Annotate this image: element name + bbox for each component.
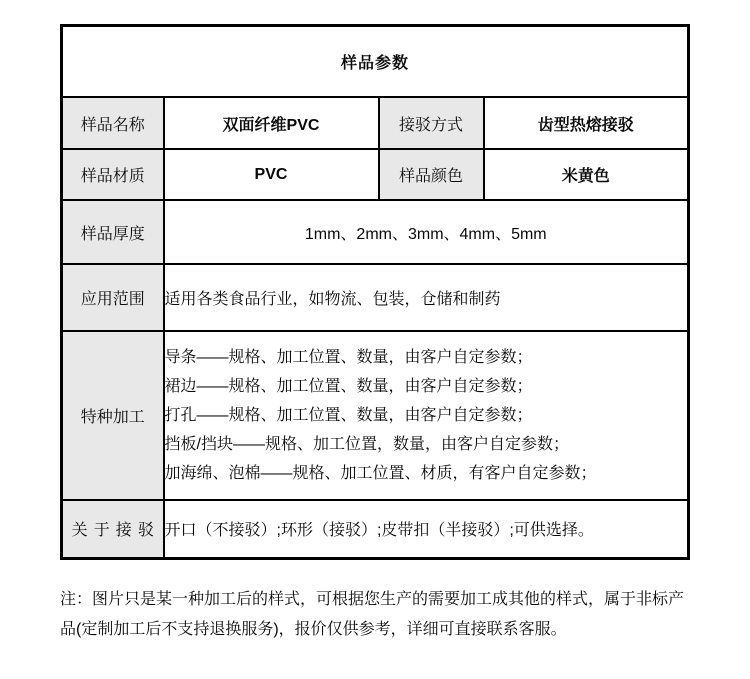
special-processing-lines [164, 331, 689, 500]
footnote-text: 注：图片只是某一种加工后的样式，可根据您生产的需要加工成其他的样式，属于非标产品(定制加工后不支持退换服务)，报价仅供参考，详细可直接联系客服。 [60, 590, 685, 638]
value-thickness: 1mm、2mm、3mm、4mm、5mm [164, 200, 689, 264]
value-application: 适用各类食品行业，如物流、包装，仓储和制药 [164, 264, 689, 331]
special-processing-line: 打孔——规格、加工位置、数量，由客户自定参数； [164, 407, 533, 424]
table-row [62, 97, 689, 149]
special-processing-line: 挡板/挡块——规格、加工位置，数量，由客户自定参数； [164, 436, 569, 453]
table-title-row [62, 26, 689, 98]
table-row [62, 200, 689, 264]
special-processing-line: 加海绵、泡棉——规格、加工位置、材质，有客户自定参数； [164, 465, 597, 482]
special-processing-line: 裙边——规格、加工位置、数量，由客户自定参数； [164, 378, 533, 395]
value-about-joint: 开口（不接驳）;环形（接驳）;皮带扣（半接驳）;可供选择。 [164, 500, 689, 558]
label-thickness: 样品厚度 [62, 200, 164, 264]
special-processing-line: 导条——规格、加工位置、数量，由客户自定参数； [164, 349, 533, 366]
label-color: 样品颜色 [379, 149, 484, 200]
value-material: PVC [164, 149, 379, 200]
table-row [62, 331, 689, 500]
value-color: 米黄色 [484, 149, 689, 200]
label-about-joint: 关于接驳 [62, 500, 164, 558]
label-material: 样品材质 [62, 149, 164, 200]
label-joint-method: 接驳方式 [379, 97, 484, 149]
table-row [62, 500, 689, 558]
value-joint-method: 齿型热熔接驳 [484, 97, 689, 149]
label-sample-name: 样品名称 [62, 97, 164, 149]
value-sample-name: 双面纤维PVC [164, 97, 379, 149]
table-row [62, 264, 689, 331]
table-row [62, 149, 689, 200]
label-special-processing: 特种加工 [62, 331, 164, 500]
label-application: 应用范围 [62, 264, 164, 331]
page-title: 样品参数 [62, 26, 689, 98]
sample-parameters-table [60, 24, 690, 560]
